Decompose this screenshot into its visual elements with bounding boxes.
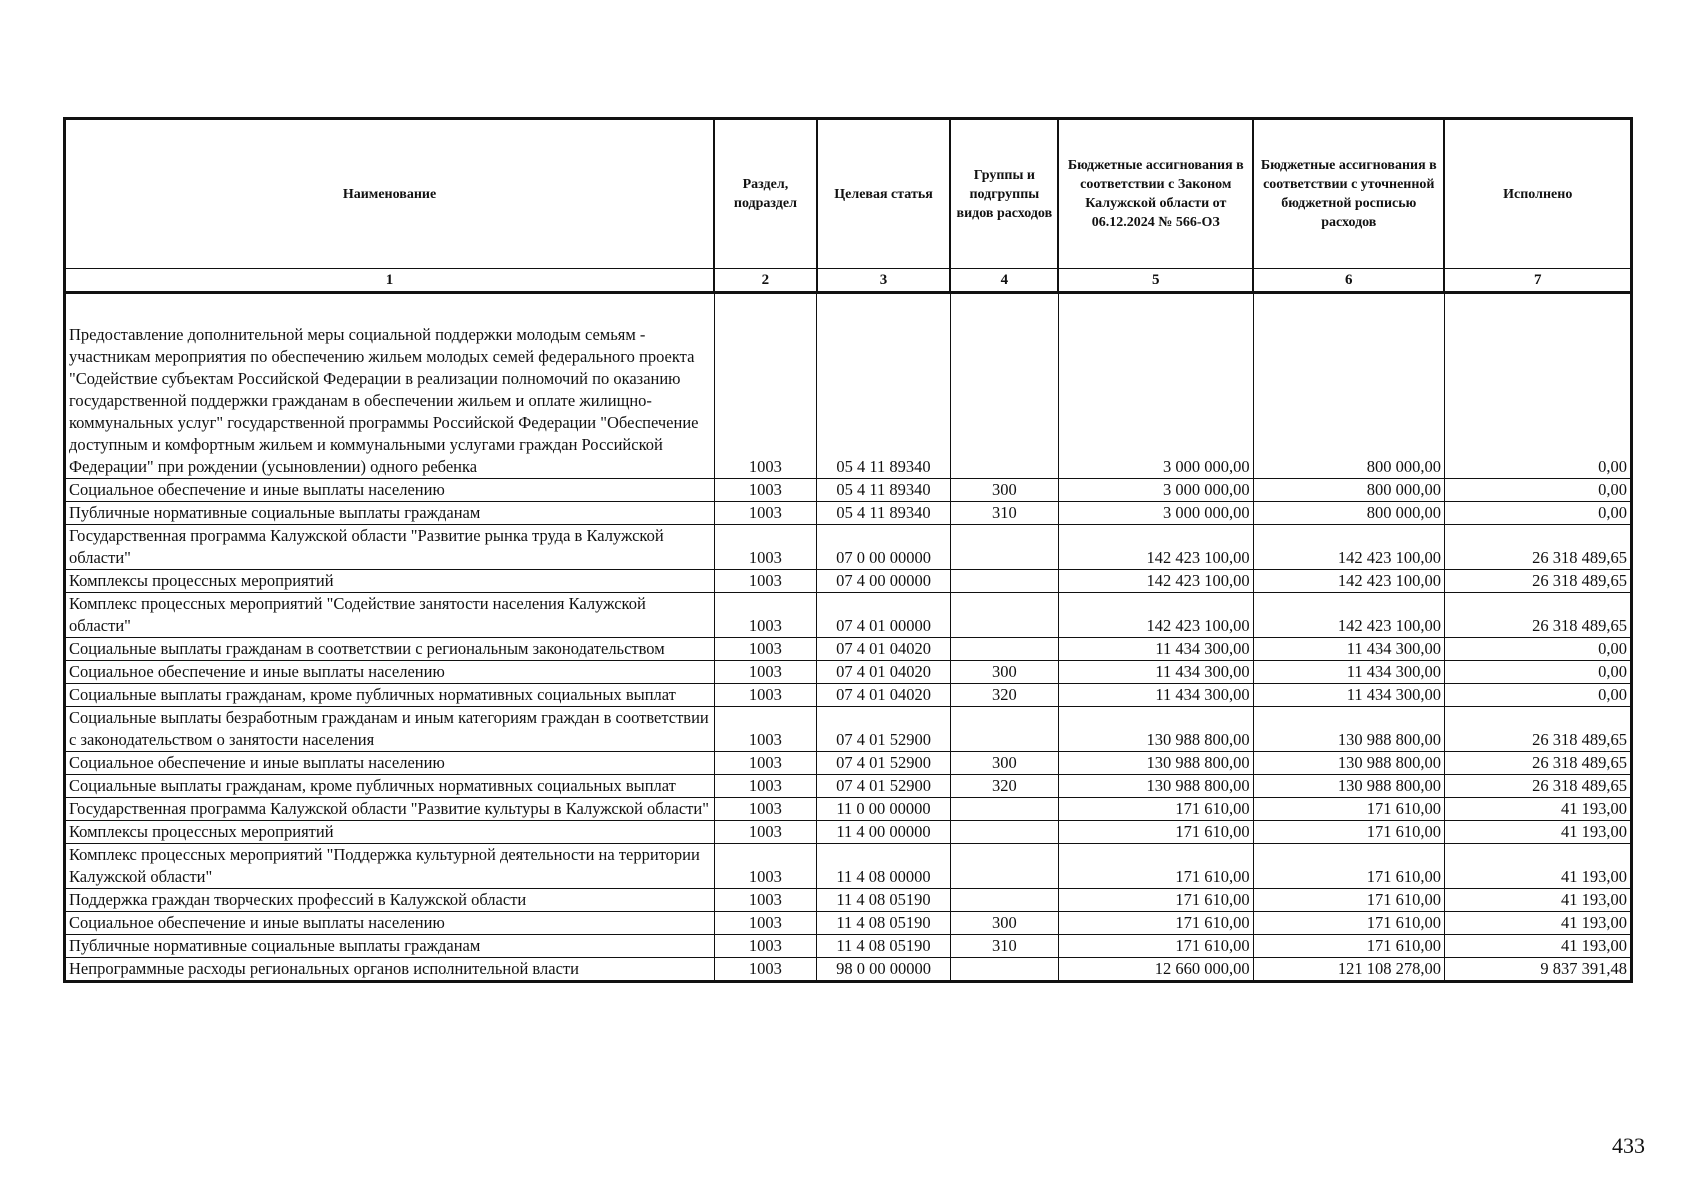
row-executed: 26 318 489,65 xyxy=(1444,525,1631,570)
row-expense-group xyxy=(950,844,1058,889)
row-expense-group xyxy=(950,638,1058,661)
row-expense-group: 300 xyxy=(950,479,1058,502)
row-executed: 41 193,00 xyxy=(1444,889,1631,912)
row-refined-allocation: 121 108 278,00 xyxy=(1253,958,1444,982)
row-target-article: 11 4 08 05190 xyxy=(817,912,950,935)
row-target-article: 05 4 11 89340 xyxy=(817,502,950,525)
row-section: 1003 xyxy=(714,775,817,798)
table-row xyxy=(65,752,1632,775)
row-law-allocation: 142 423 100,00 xyxy=(1058,570,1253,593)
row-law-allocation: 11 434 300,00 xyxy=(1058,661,1253,684)
row-expense-group: 320 xyxy=(950,684,1058,707)
row-name: Поддержка граждан творческих профессий в Калужской области xyxy=(65,889,715,912)
table-row xyxy=(65,821,1632,844)
header-law-allocations: Бюджетные ассигнования в соответствии с Законом Калужской области от 06.12.2024 № 566-ОЗ xyxy=(1058,119,1253,269)
row-section: 1003 xyxy=(714,570,817,593)
row-target-article: 07 4 01 04020 xyxy=(817,661,950,684)
row-target-article: 11 4 08 05190 xyxy=(817,935,950,958)
row-expense-group: 320 xyxy=(950,775,1058,798)
row-target-article: 07 4 01 52900 xyxy=(817,775,950,798)
column-number: 5 xyxy=(1058,269,1253,293)
row-law-allocation: 171 610,00 xyxy=(1058,912,1253,935)
row-expense-group: 310 xyxy=(950,935,1058,958)
row-executed: 0,00 xyxy=(1444,684,1631,707)
row-expense-group: 300 xyxy=(950,752,1058,775)
row-executed: 41 193,00 xyxy=(1444,821,1631,844)
row-target-article: 11 4 00 00000 xyxy=(817,821,950,844)
table-row xyxy=(65,798,1632,821)
row-section: 1003 xyxy=(714,889,817,912)
row-executed: 26 318 489,65 xyxy=(1444,775,1631,798)
table-row xyxy=(65,593,1632,638)
row-refined-allocation: 11 434 300,00 xyxy=(1253,638,1444,661)
row-refined-allocation: 800 000,00 xyxy=(1253,293,1444,479)
row-section: 1003 xyxy=(714,752,817,775)
row-target-article: 98 0 00 00000 xyxy=(817,958,950,982)
row-target-article: 11 4 08 05190 xyxy=(817,889,950,912)
header-expense-groups: Группы и подгруппы видов расходов xyxy=(950,119,1058,269)
row-executed: 9 837 391,48 xyxy=(1444,958,1631,982)
row-section: 1003 xyxy=(714,958,817,982)
row-name: Предоставление дополнительной меры социальной поддержки молодым семьям - участникам мероприятия по обеспечению жильем молодых семей федерального проекта "Содействие субъектам Российской Федерации в реализации полномочий по оказанию государственной поддержки гражданам в обеспечении жильем и оплате жилищно-коммунальных услуг" государственной программы Российской Федерации "Обеспечение доступным и комфортным жильем и коммунальными услугами граждан Российской Федерации" при рождении (усыновлении) одного ребенка xyxy=(65,293,715,479)
row-refined-allocation: 130 988 800,00 xyxy=(1253,752,1444,775)
header-section: Раздел, подраздел xyxy=(714,119,817,269)
row-target-article: 07 4 01 04020 xyxy=(817,638,950,661)
column-number: 7 xyxy=(1444,269,1631,293)
table-row xyxy=(65,912,1632,935)
row-executed: 41 193,00 xyxy=(1444,935,1631,958)
row-law-allocation: 12 660 000,00 xyxy=(1058,958,1253,982)
row-name: Комплексы процессных мероприятий xyxy=(65,570,715,593)
row-expense-group xyxy=(950,570,1058,593)
page-number: 433 xyxy=(1612,1133,1645,1158)
row-law-allocation: 3 000 000,00 xyxy=(1058,502,1253,525)
header-target-article: Целевая статья xyxy=(817,119,950,269)
table-row xyxy=(65,684,1632,707)
table-row xyxy=(65,638,1632,661)
row-name: Социальное обеспечение и иные выплаты населению xyxy=(65,479,715,502)
row-executed: 0,00 xyxy=(1444,638,1631,661)
row-law-allocation: 130 988 800,00 xyxy=(1058,775,1253,798)
row-executed: 41 193,00 xyxy=(1444,912,1631,935)
row-executed: 0,00 xyxy=(1444,661,1631,684)
row-target-article: 07 0 00 00000 xyxy=(817,525,950,570)
row-name: Социальное обеспечение и иные выплаты населению xyxy=(65,752,715,775)
row-refined-allocation: 800 000,00 xyxy=(1253,479,1444,502)
row-section: 1003 xyxy=(714,638,817,661)
table-row xyxy=(65,844,1632,889)
row-name: Комплекс процессных мероприятий "Содействие занятости населения Калужской области" xyxy=(65,593,715,638)
row-refined-allocation: 142 423 100,00 xyxy=(1253,525,1444,570)
table-row xyxy=(65,935,1632,958)
row-section: 1003 xyxy=(714,798,817,821)
row-section: 1003 xyxy=(714,935,817,958)
column-number: 6 xyxy=(1253,269,1444,293)
row-name: Социальные выплаты безработным гражданам и иным категориям граждан в соответствии с законодательством о занятости населения xyxy=(65,707,715,752)
row-target-article: 05 4 11 89340 xyxy=(817,293,950,479)
header-executed: Исполнено xyxy=(1444,119,1631,269)
header-refined-allocations: Бюджетные ассигнования в соответствии с уточненной бюджетной росписью расходов xyxy=(1253,119,1444,269)
row-expense-group xyxy=(950,707,1058,752)
column-number-row xyxy=(65,269,1632,293)
table-row xyxy=(65,775,1632,798)
row-law-allocation: 171 610,00 xyxy=(1058,798,1253,821)
row-target-article: 05 4 11 89340 xyxy=(817,479,950,502)
row-executed: 26 318 489,65 xyxy=(1444,707,1631,752)
row-law-allocation: 171 610,00 xyxy=(1058,844,1253,889)
row-refined-allocation: 171 610,00 xyxy=(1253,935,1444,958)
row-name: Социальные выплаты гражданам, кроме публичных нормативных социальных выплат xyxy=(65,684,715,707)
row-section: 1003 xyxy=(714,593,817,638)
column-number: 3 xyxy=(817,269,950,293)
row-target-article: 07 4 00 00000 xyxy=(817,570,950,593)
row-expense-group: 310 xyxy=(950,502,1058,525)
row-refined-allocation: 130 988 800,00 xyxy=(1253,775,1444,798)
row-section: 1003 xyxy=(714,707,817,752)
row-law-allocation: 3 000 000,00 xyxy=(1058,479,1253,502)
column-number: 2 xyxy=(714,269,817,293)
column-number: 1 xyxy=(65,269,715,293)
row-refined-allocation: 142 423 100,00 xyxy=(1253,593,1444,638)
row-refined-allocation: 171 610,00 xyxy=(1253,798,1444,821)
row-law-allocation: 171 610,00 xyxy=(1058,935,1253,958)
row-executed: 41 193,00 xyxy=(1444,844,1631,889)
table-row xyxy=(65,479,1632,502)
row-target-article: 07 4 01 00000 xyxy=(817,593,950,638)
row-law-allocation: 11 434 300,00 xyxy=(1058,638,1253,661)
row-name: Государственная программа Калужской области "Развитие рынка труда в Калужской области" xyxy=(65,525,715,570)
row-expense-group xyxy=(950,798,1058,821)
row-refined-allocation: 800 000,00 xyxy=(1253,502,1444,525)
row-refined-allocation: 142 423 100,00 xyxy=(1253,570,1444,593)
row-name: Государственная программа Калужской области "Развитие культуры в Калужской области" xyxy=(65,798,715,821)
row-section: 1003 xyxy=(714,912,817,935)
table-row xyxy=(65,502,1632,525)
row-law-allocation: 171 610,00 xyxy=(1058,889,1253,912)
header-name: Наименование xyxy=(65,119,715,269)
row-law-allocation: 130 988 800,00 xyxy=(1058,752,1253,775)
row-target-article: 07 4 01 52900 xyxy=(817,707,950,752)
row-name: Публичные нормативные социальные выплаты гражданам xyxy=(65,502,715,525)
table-row xyxy=(65,570,1632,593)
row-executed: 26 318 489,65 xyxy=(1444,593,1631,638)
row-name: Комплекс процессных мероприятий "Поддержка культурной деятельности на территории Калужской области" xyxy=(65,844,715,889)
column-number: 4 xyxy=(950,269,1058,293)
row-executed: 0,00 xyxy=(1444,479,1631,502)
row-name: Комплексы процессных мероприятий xyxy=(65,821,715,844)
row-target-article: 07 4 01 04020 xyxy=(817,684,950,707)
row-executed: 41 193,00 xyxy=(1444,798,1631,821)
row-name: Непрограммные расходы региональных органов исполнительной власти xyxy=(65,958,715,982)
row-law-allocation: 130 988 800,00 xyxy=(1058,707,1253,752)
table-row xyxy=(65,661,1632,684)
row-refined-allocation: 130 988 800,00 xyxy=(1253,707,1444,752)
row-expense-group xyxy=(950,889,1058,912)
row-law-allocation: 11 434 300,00 xyxy=(1058,684,1253,707)
table-row xyxy=(65,525,1632,570)
row-section: 1003 xyxy=(714,293,817,479)
row-name: Социальное обеспечение и иные выплаты населению xyxy=(65,912,715,935)
row-expense-group: 300 xyxy=(950,661,1058,684)
row-refined-allocation: 171 610,00 xyxy=(1253,844,1444,889)
table-row xyxy=(65,889,1632,912)
row-section: 1003 xyxy=(714,525,817,570)
row-section: 1003 xyxy=(714,479,817,502)
row-name: Социальные выплаты гражданам, кроме публичных нормативных социальных выплат xyxy=(65,775,715,798)
row-section: 1003 xyxy=(714,844,817,889)
row-name: Социальные выплаты гражданам в соответствии с региональным законодательством xyxy=(65,638,715,661)
row-refined-allocation: 171 610,00 xyxy=(1253,821,1444,844)
budget-table xyxy=(63,117,1633,983)
row-expense-group: 300 xyxy=(950,912,1058,935)
row-section: 1003 xyxy=(714,661,817,684)
row-section: 1003 xyxy=(714,684,817,707)
row-target-article: 11 0 00 00000 xyxy=(817,798,950,821)
row-law-allocation: 142 423 100,00 xyxy=(1058,525,1253,570)
table-body xyxy=(65,293,1632,982)
row-section: 1003 xyxy=(714,502,817,525)
row-target-article: 07 4 01 52900 xyxy=(817,752,950,775)
row-target-article: 11 4 08 00000 xyxy=(817,844,950,889)
row-expense-group xyxy=(950,525,1058,570)
row-executed: 26 318 489,65 xyxy=(1444,752,1631,775)
row-executed: 0,00 xyxy=(1444,502,1631,525)
row-refined-allocation: 171 610,00 xyxy=(1253,889,1444,912)
table-row xyxy=(65,293,1632,479)
row-expense-group xyxy=(950,821,1058,844)
row-executed: 26 318 489,65 xyxy=(1444,570,1631,593)
row-refined-allocation: 171 610,00 xyxy=(1253,912,1444,935)
header-row xyxy=(65,119,1632,269)
row-executed: 0,00 xyxy=(1444,293,1631,479)
table-row xyxy=(65,958,1632,982)
row-name: Публичные нормативные социальные выплаты гражданам xyxy=(65,935,715,958)
table-row xyxy=(65,707,1632,752)
row-law-allocation: 171 610,00 xyxy=(1058,821,1253,844)
row-name: Социальное обеспечение и иные выплаты населению xyxy=(65,661,715,684)
row-expense-group xyxy=(950,958,1058,982)
row-expense-group xyxy=(950,293,1058,479)
row-refined-allocation: 11 434 300,00 xyxy=(1253,661,1444,684)
row-expense-group xyxy=(950,593,1058,638)
row-law-allocation: 3 000 000,00 xyxy=(1058,293,1253,479)
row-law-allocation: 142 423 100,00 xyxy=(1058,593,1253,638)
row-section: 1003 xyxy=(714,821,817,844)
row-refined-allocation: 11 434 300,00 xyxy=(1253,684,1444,707)
